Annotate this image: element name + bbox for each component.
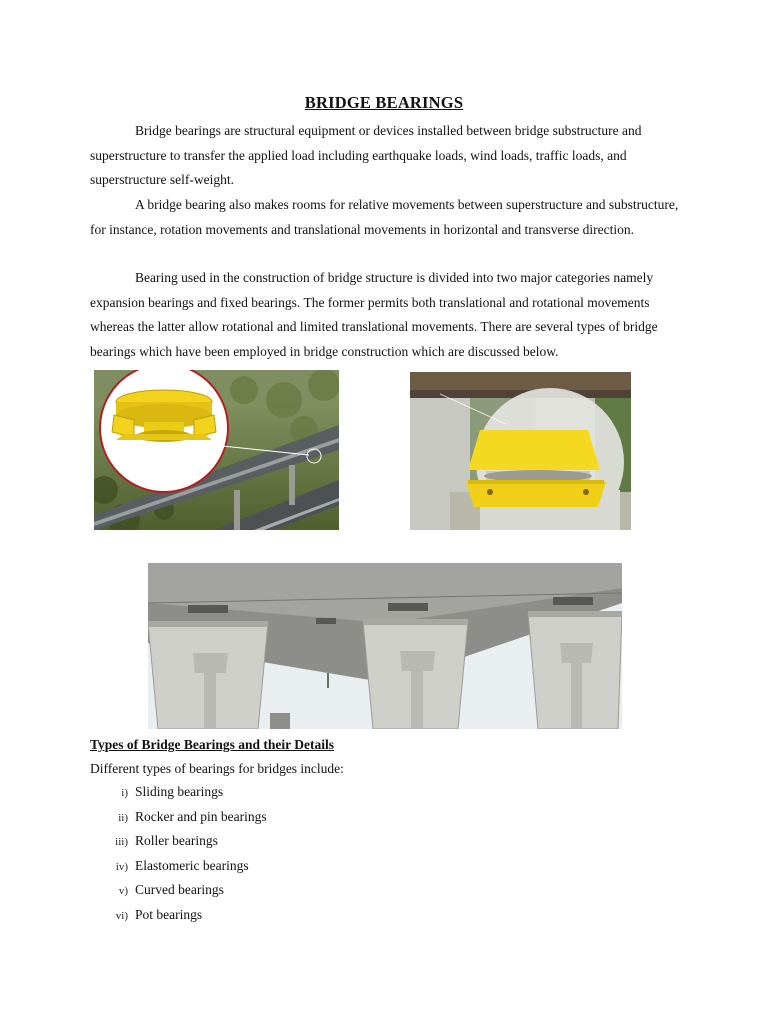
page-title: BRIDGE BEARINGS (304, 93, 464, 112)
paragraph-2 (90, 193, 680, 242)
list-item-number: iv) (115, 860, 128, 873)
list-intro: Different types of bearings for bridges include: (90, 761, 344, 776)
list-item-text: Rocker and pin bearings (135, 808, 267, 824)
list-item-number: vi) (115, 909, 128, 922)
yellow-bearing-over-highway-photo (94, 370, 339, 530)
yellow-pot-bearing-on-pier-photo (410, 372, 631, 530)
paragraph-3-text: Bearing used in the construction of bridge structure is divided into two major categories namely expansion bearings and fixed bearings. The former permits both translational and rotational movements whereas the latter allow rotational and limited translational movements. There are several types of bridge bearings which have been employed in bridge construction which are discussed below. (90, 270, 658, 359)
paragraph-1 (90, 119, 680, 193)
list-item-text: Curved bearings (135, 882, 224, 898)
list-item-text: Roller bearings (135, 833, 218, 849)
paragraph-3 (90, 266, 680, 364)
list-item-number: iii) (115, 836, 128, 849)
paragraph-1-text: Bridge bearings are structural equipment or devices installed between bridge substructure and superstructure to transfer the applied load including earthquake loads, wind loads, traffic loads, and superstructure self-weight. (90, 123, 642, 188)
bridge-piers-with-bearings-photo (148, 563, 622, 729)
list-item-number: i) (121, 787, 128, 799)
list-item-text: Sliding bearings (135, 784, 224, 799)
paragraph-2-text: A bridge bearing also makes rooms for relative movements between superstructure and substructure, for instance, rotation movements and translational movements in horizontal and transverse direction. (90, 197, 679, 237)
list-item-number: ii) (118, 811, 128, 824)
list-item-number: v) (118, 885, 128, 898)
section-heading: Types of Bridge Bearings and their Details (90, 737, 335, 752)
list-item-text: Elastomeric bearings (135, 857, 249, 873)
list-item-text: Pot bearings (135, 906, 203, 922)
